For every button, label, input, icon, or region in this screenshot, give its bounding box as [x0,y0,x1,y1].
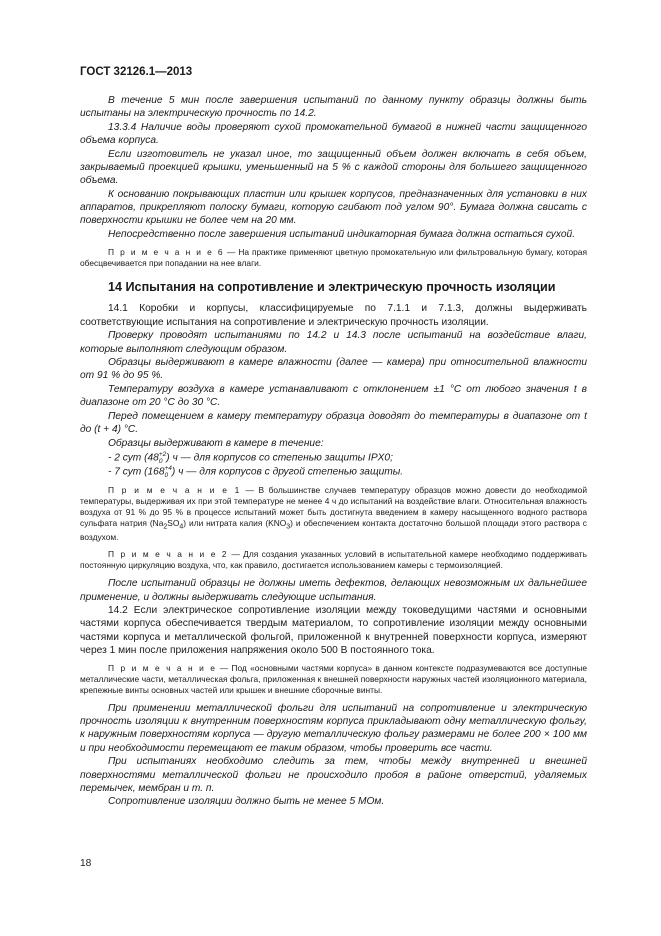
page-number: 18 [80,858,92,869]
paragraph: Сопротивление изоляции должно быть не менее 5 МОм. [108,796,385,808]
note-6 [80,247,587,269]
paragraph: При применении металлической фольги для испытаний на сопротивление и электрическую прочность изоляции к внутренним поверхностям корпуса прикладывают одну металлическую фольгу, к наружным поверхностям корпуса — другую металлическую фольгу размерами не более 200 × 100 мм и при необходимости перемещают ее таким образом, чтобы проверить все части. [80,703,587,754]
list-item-text: - 7 сут (168 [108,466,165,478]
subscript: 4 [179,523,184,531]
paragraph: Температуру воздуха в камере устанавливают с отклонением ±1 °С от любого значения t в диапазоне от 20 °С до 30 °С. [80,384,587,409]
document-body [80,94,587,809]
paragraph: В течение 5 мин после завершения испытаний по данному пункту образцы должны быть испытаны на электрическую прочность по 14.2. [80,95,587,120]
note-text: SO [167,517,180,528]
paragraph: 13.3.4 Наличие воды проверяют сухой промокательной бумагой в нижней части защищенного объема корпуса. [80,121,587,147]
list-item-text: ) ч — для корпусов со степенью защиты IPX0; [166,452,393,464]
tolerance-upper: +2 [158,450,167,458]
tolerance [165,465,172,479]
note-text: — На практике применяют цветную промокательную или фильтровальную бумагу, которая обесцвечивается при попадании на нее влаги. [80,247,587,269]
note-label: П р и м е ч а н и е 1 [108,484,241,495]
paragraph: Образцы выдерживают в камере влажности (далее — камера) при относительной влажности от 91 % до 95 %. [80,357,587,382]
note-label: П р и м е ч а н и е 2 [108,549,229,560]
note-text: ) или нитрата калия (KNO [183,517,287,528]
paragraph: К основанию покрывающих пластин или крышек корпусов, предназначенных для установки в них аппаратов, прикрепляют полоску бумаги, которую сгибают под углом 90°. Бумага должна свисать с поверхности крышки не более чем на 20 мм. [80,188,587,227]
paragraph: Непосредственно после завершения испытаний индикаторная бумага должна остаться сухой. [108,229,576,241]
subscript: 3 [286,523,291,531]
duration-list [80,451,587,479]
paragraph-14-1: 14.1 Коробки и корпусы, классифицируемые по 7.1.1 и 7.1.3, должны выдерживать соответствующие испытания на сопротивление и электрическую прочность изоляции. [80,303,587,328]
note-2 [80,549,587,571]
note-label: П р и м е ч а н и е 6 [108,247,225,258]
list-item-text: - 2 сут (48 [108,452,159,464]
list-item [108,451,587,465]
paragraph: Образцы выдерживают в камере в течение: [108,437,324,449]
note-1 [80,485,587,544]
tolerance-lower: 0 [158,457,163,465]
document-header: ГОСТ 32126.1—2013 [80,66,193,78]
paragraph: После испытаний образцы не должны иметь дефектов, делающих невозможным их дальнейшее применение, и должны выдерживать следующие испытания. [80,578,587,603]
paragraph: При испытаниях необходимо следить за тем, чтобы между внутренней и внешней поверхностями металлической фольги не происходило пробоя в районе отверстий, удаляемых перемычек, мембран и т. п. [80,756,587,794]
section-14-heading: 14 Испытания на сопротивление и электрическую прочность изоляции [108,280,556,295]
tolerance-upper: +4 [164,464,172,472]
note-label: П р и м е ч а н и е [108,663,217,674]
list-item-text: ) ч — для корпусов с другой степенью защиты. [171,466,404,478]
note-main-parts [80,663,587,696]
note-text: ) и обеспечением контакта достаточно большой площади этого раствора с воздухом. [80,517,587,543]
note-text: — В большинстве случаев температуру образцов можно довести до необходимой температуры, выдерживая их при этой температуре не менее 4 ч до испытаний на воздействие влаги. Относительная влажность воздуха от 91 % до 95 % в процессе испытаний может быть достигнута введением в камеру насыщенного водного раствора сульфата натрия (Na [80,484,587,528]
paragraph-14-2: 14.2 Если электрическое сопротивление изоляции между токоведущими частями и основными частями корпуса обеспечивается твердым материалом, то сопротивление изоляции между основными частями корпуса и металлической фольгой, приложенной к внутренней поверхности корпуса, измеряют через 1 мин после приложения напряжения около 500 В постоянного тока. [80,605,587,656]
paragraph: Проверку проводят испытаниями по 14.2 и 14.3 после испытаний на воздействие влаги, которые выполняют следующим образом. [80,330,587,355]
note-text: — Для создания указанных условий в испытательной камере необходимо поддерживать постоянную циркуляцию воздуха, что, как правило, достигается использованием камеры с термоизоляцией. [80,549,587,571]
subscript: 2 [163,523,168,531]
paragraph: Перед помещением в камеру температуру образца доводят до температуры в диапазоне от t до (t + 4) °С. [80,411,587,436]
tolerance-lower: 0 [164,471,169,479]
list-item [108,465,587,479]
paragraph: Если изготовитель не указал иное, то защищенный объем должен включать в себя объем, закрываемый проекцией крышки, уменьшенный на 5 % с каждой стороны для большего защищенного объема. [80,148,587,187]
note-text: — Под «основными частями корпуса» в данном контексте подразумеваются все доступные металлические части, металлическая фольга, приложенная к внешней поверхности наружных частей изоляционного материала, крепежные винты основных частей или крышек и внешние сборочные винты. [80,663,587,696]
